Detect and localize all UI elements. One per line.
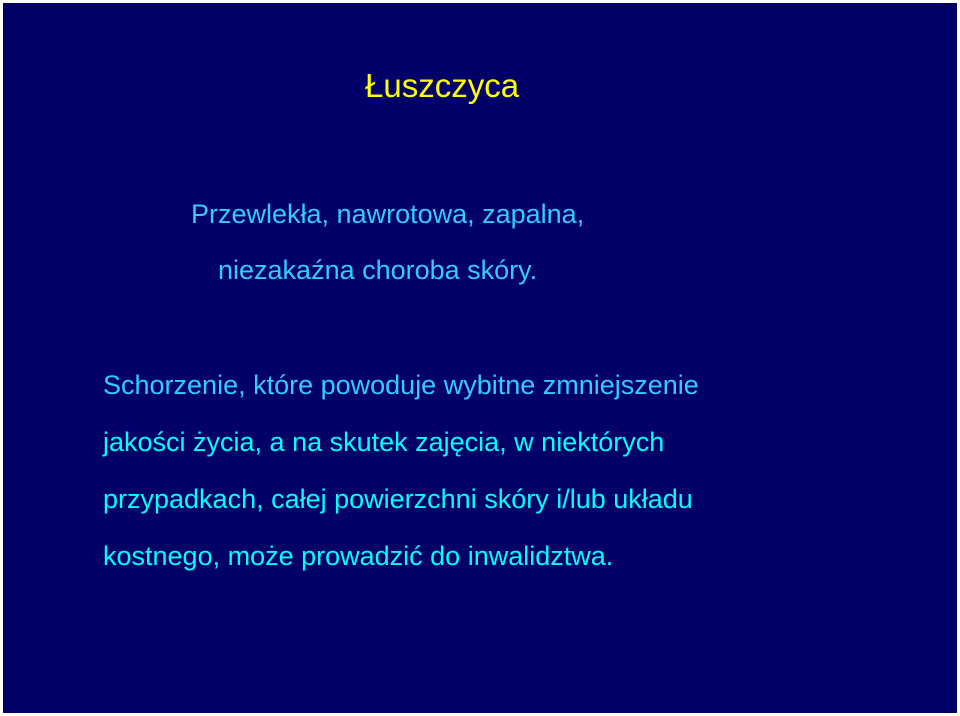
slide [3,3,957,713]
description-line-1: Schorzenie, które powoduje wybitne zmniejszenie [103,370,699,400]
definition-line-1: Przewlekła, nawrotowa, zapalna, [191,199,585,229]
definition-line-2: niezakaźna choroba skóry. [218,255,538,285]
description-line-2: jakości życia, a na skutek zajęcia, w niektórych [103,427,665,457]
description-line-3: przypadkach, całej powierzchni skóry i/lub układu [103,484,693,514]
description-line-4: kostnego, może prowadzić do inwalidztwa. [103,541,614,571]
slide-title: Łuszczyca [365,67,520,104]
